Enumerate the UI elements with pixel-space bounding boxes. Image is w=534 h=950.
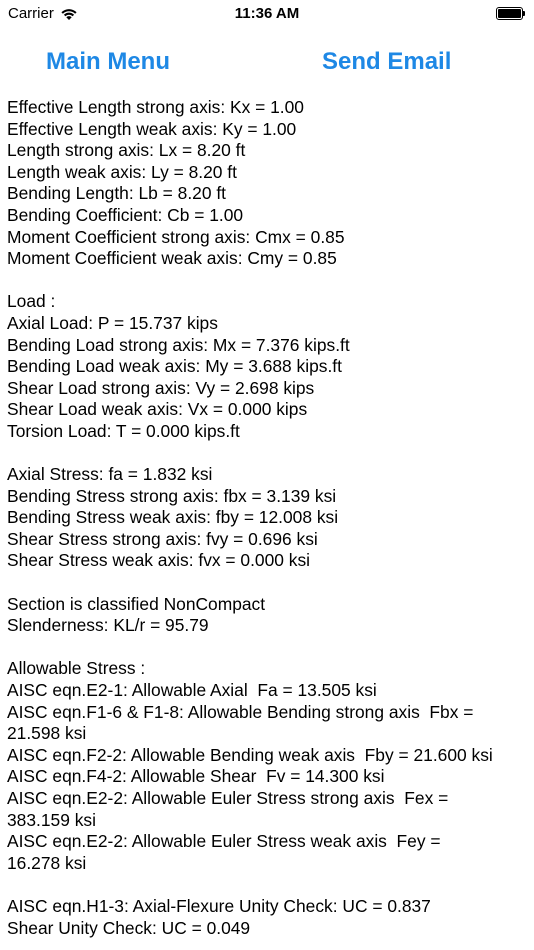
result-line: Bending Load weak axis: My = 3.688 kips.ft <box>7 356 342 377</box>
blank-line <box>7 874 529 896</box>
blank-line <box>7 637 529 659</box>
result-line: Length weak axis: Ly = 8.20 ft <box>7 161 237 182</box>
battery-tip <box>523 11 525 16</box>
result-line: Moment Coefficient strong axis: Cmx = 0.85 <box>7 226 345 247</box>
result-line: Bending Coefficient: Cb = 1.00 <box>7 204 244 225</box>
result-line: AISC eqn.E2-2: Allowable Euler Stress strong axis Fex = <box>7 788 449 808</box>
result-line: AISC eqn.H1-3: Axial-Flexure Unity Check: UC = 0.837 <box>7 895 431 916</box>
result-line: 21.598 ksi <box>7 723 87 744</box>
result-line: Bending Stress weak axis: fby = 12.008 ksi <box>7 507 339 528</box>
result-line: 383.159 ksi <box>7 809 96 830</box>
result-line: Section is classified NonCompact <box>7 593 266 614</box>
result-line: Bending Load strong axis: Mx = 7.376 kips.ft <box>7 334 350 355</box>
result-line: Effective Length strong axis: Kx = 1.00 <box>7 97 304 117</box>
result-line: AISC eqn.F4-2: Allowable Shear Fv = 14.300 ksi <box>7 766 385 787</box>
result-line: Bending Stress strong axis: fbx = 3.139 ksi <box>7 485 337 506</box>
result-line: AISC eqn.F1-6 & F1-8: Allowable Bending strong axis Fbx = <box>7 701 474 722</box>
result-line: Moment Coefficient weak axis: Cmy = 0.85 <box>7 248 337 269</box>
result-line: Bending Length: Lb = 8.20 ft <box>7 183 227 204</box>
results-text <box>7 97 529 939</box>
navigation-bar <box>0 44 534 84</box>
result-line: Load : <box>7 291 56 312</box>
result-line: Shear Load strong axis: Vy = 2.698 kips <box>7 377 315 398</box>
status-bar <box>0 0 534 28</box>
result-line: Axial Stress: fa = 1.832 ksi <box>7 464 213 485</box>
result-line: AISC eqn.F2-2: Allowable Bending weak axis Fby = 21.600 ksi <box>7 744 493 765</box>
main-menu-button[interactable]: Main Menu <box>46 44 170 80</box>
send-email-button[interactable]: Send Email <box>322 44 451 80</box>
result-line: Shear Load weak axis: Vx = 0.000 kips <box>7 399 308 420</box>
result-line: 16.278 ksi <box>7 852 87 873</box>
result-line: Shear Stress weak axis: fvx = 0.000 ksi <box>7 550 311 571</box>
result-line: AISC eqn.E2-1: Allowable Axial Fa = 13.505 ksi <box>7 680 377 701</box>
blank-line <box>7 572 529 594</box>
result-line: AISC eqn.E2-2: Allowable Euler Stress weak axis Fey = <box>7 831 441 852</box>
result-line: Allowable Stress : <box>7 658 146 679</box>
status-time: 11:36 AM <box>234 5 300 22</box>
result-line: Effective Length weak axis: Ky = 1.00 <box>7 118 297 139</box>
blank-line <box>7 270 529 292</box>
carrier-label: Carrier <box>8 5 54 22</box>
blank-line <box>7 443 529 465</box>
result-line: Shear Stress strong axis: fvy = 0.696 ksi <box>7 528 318 549</box>
result-line: Length strong axis: Lx = 8.20 ft <box>7 140 246 161</box>
result-line: Axial Load: P = 15.737 kips <box>7 312 218 333</box>
battery-fill <box>498 9 521 18</box>
battery-icon <box>496 7 526 20</box>
result-line: Torsion Load: T = 0.000 kips.ft <box>7 420 240 441</box>
result-line: Shear Unity Check: UC = 0.049 <box>7 917 251 938</box>
result-line: Slenderness: KL/r = 95.79 <box>7 615 209 636</box>
